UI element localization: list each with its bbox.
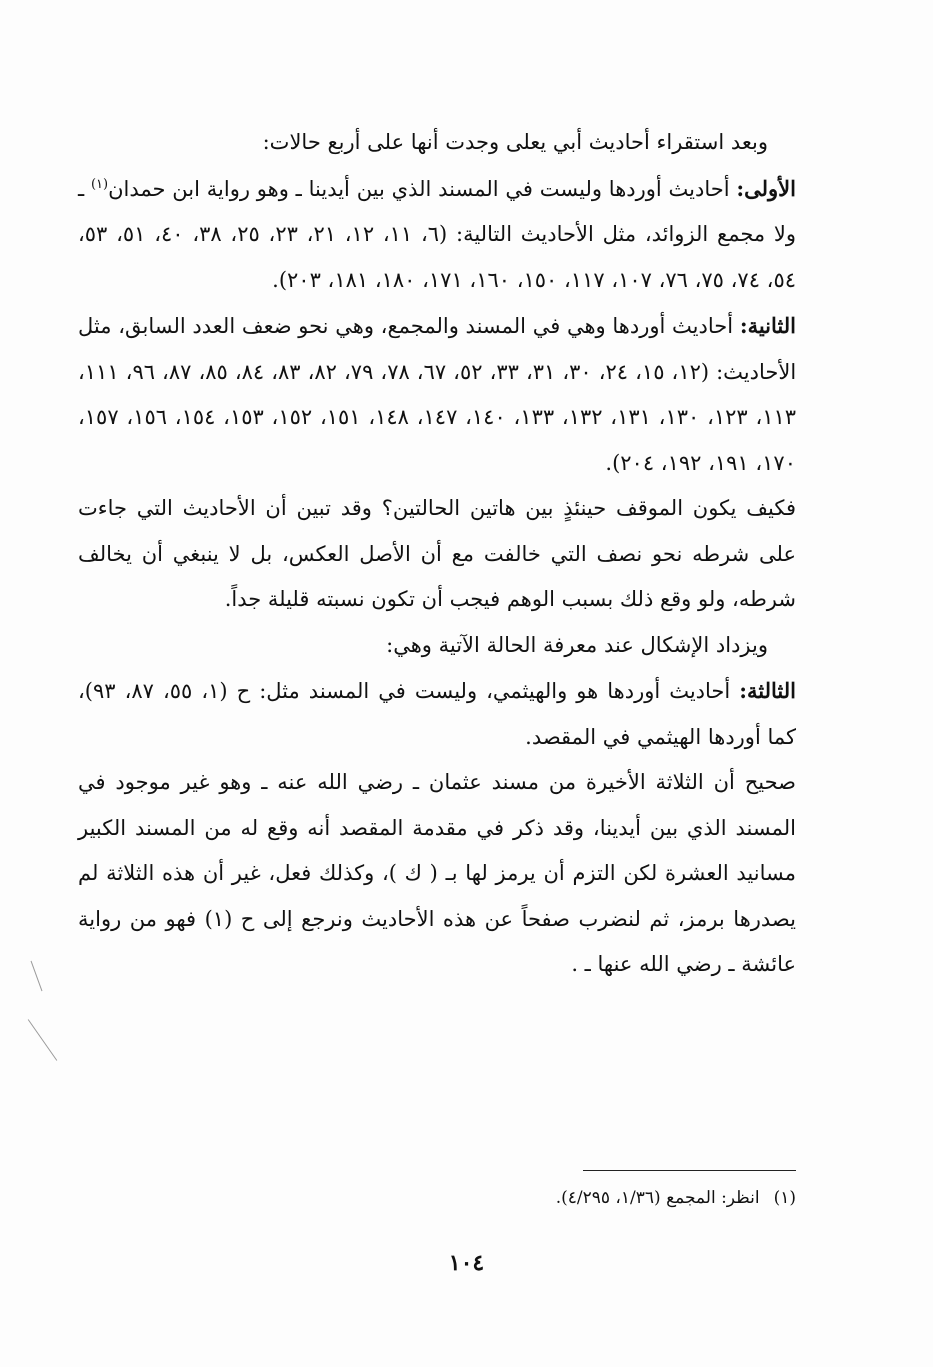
transition-text: ويزداد الإشكال عند معرفة الحالة الآتية وهي: [386, 632, 768, 657]
second-case-label: الثانية: [739, 313, 796, 338]
margin-scratch-mark [31, 961, 43, 991]
footnote-number: (١) [773, 1188, 796, 1208]
intro-text: وبعد استقراء أحاديث أبي يعلى وجدت أنها على أربع حالات: [262, 130, 768, 154]
first-case-paragraph [78, 166, 796, 304]
margin-scratch-mark [28, 1019, 57, 1061]
question-text: فكيف يكون الموقف حينئذٍ بين هاتين الحالتين؟ وقد تبين أن الأحاديث التي جاءت على شرطه نحو نصف التي خالفت مع أن الأصل العكس، بل لا ينبغي أن يخالف شرطه، ولو وقع ذلك بسبب الوهم فيجب أن تكون نسبته قليلة جداً. [78, 496, 796, 611]
page-number: ١٠٤ [448, 1250, 485, 1276]
intro-paragraph [78, 120, 796, 166]
main-text [78, 120, 796, 988]
discussion-paragraph [78, 760, 796, 988]
footnote-reference[interactable]: (١) [90, 176, 109, 192]
footnote-text: انظر: المجمع (١/٣٦، ٤/٢٩٥). [555, 1188, 760, 1208]
first-case-text-a: أحاديث أوردها وليست في المسند الذي بين أيدينا ـ وهو رواية ابن حمدان [108, 176, 730, 201]
footnote-divider [583, 1170, 796, 1171]
discussion-text: صحيح أن الثلاثة الأخيرة من مسند عثمان ـ رضي الله عنه ـ وهو غير موجود في المسند الذي بين أيدينا، وقد ذكر في مقدمة المقصد أنه وقع له من المسند الكبير مسانيد العشرة لكن التزم أن يرمز لها بـ ( ك )، وكذلك فعل، غير أن هذه الثلاثة لم يصدرها برمز، ثم لنضرب صفحاً عن هذه الأحاديث ونرجع إلى ح (١) فهو من رواية عائشة ـ رضي الله عنها ـ . [78, 770, 796, 976]
second-case-paragraph [78, 303, 796, 486]
third-case-label: الثالثة: [739, 678, 796, 703]
first-case-label: الأولى: [736, 175, 796, 201]
third-case-text: أحاديث أوردها هو والهيثمي، وليست في المسند مثل: ح (١، ٥٥، ٨٧، ٩٣)، كما أوردها الهيثمي في المقصد. [78, 679, 796, 749]
footnote [380, 1183, 796, 1213]
third-case-paragraph [78, 668, 796, 760]
transition-paragraph [78, 623, 796, 669]
second-case-text: أحاديث أوردها وهي في المسند والمجمع، وهي نحو ضعف العدد السابق، مثل الأحاديث: (١٢، ١٥، ٢٤، ٣٠، ٣١، ٣٣، ٥٢، ٦٧، ٧٨، ٧٩، ٨٢، ٨٣، ٨٤، ٨٥، ٨٧، ٩٦، ١١١، ١١٣، ١٢٣، ١٣٠، ١٣١، ١٣٢، ١٣٣، ١٤٠، ١٤٧، ١٤٨، ١٥١، ١٥٢، ١٥٣، ١٥٤، ١٥٦، ١٥٧، ١٧٠، ١٩١، ١٩٢، ٢٠٤). [78, 314, 797, 475]
first-case-text-b: ـ ولا مجمع الزوائد، مثل الأحاديث التالية: (٦، ١١، ١٢، ٢١، ٢٣، ٢٥، ٣٨، ٤٠، ٥١، ٥٣، ٥٤، ٧٤، ٧٥، ٧٦، ١٠٧، ١١٧، ١٥٠، ١٦٠، ١٧١، ١٨٠، ١٨١، ٢٠٣). [78, 176, 797, 292]
question-paragraph [78, 486, 796, 623]
